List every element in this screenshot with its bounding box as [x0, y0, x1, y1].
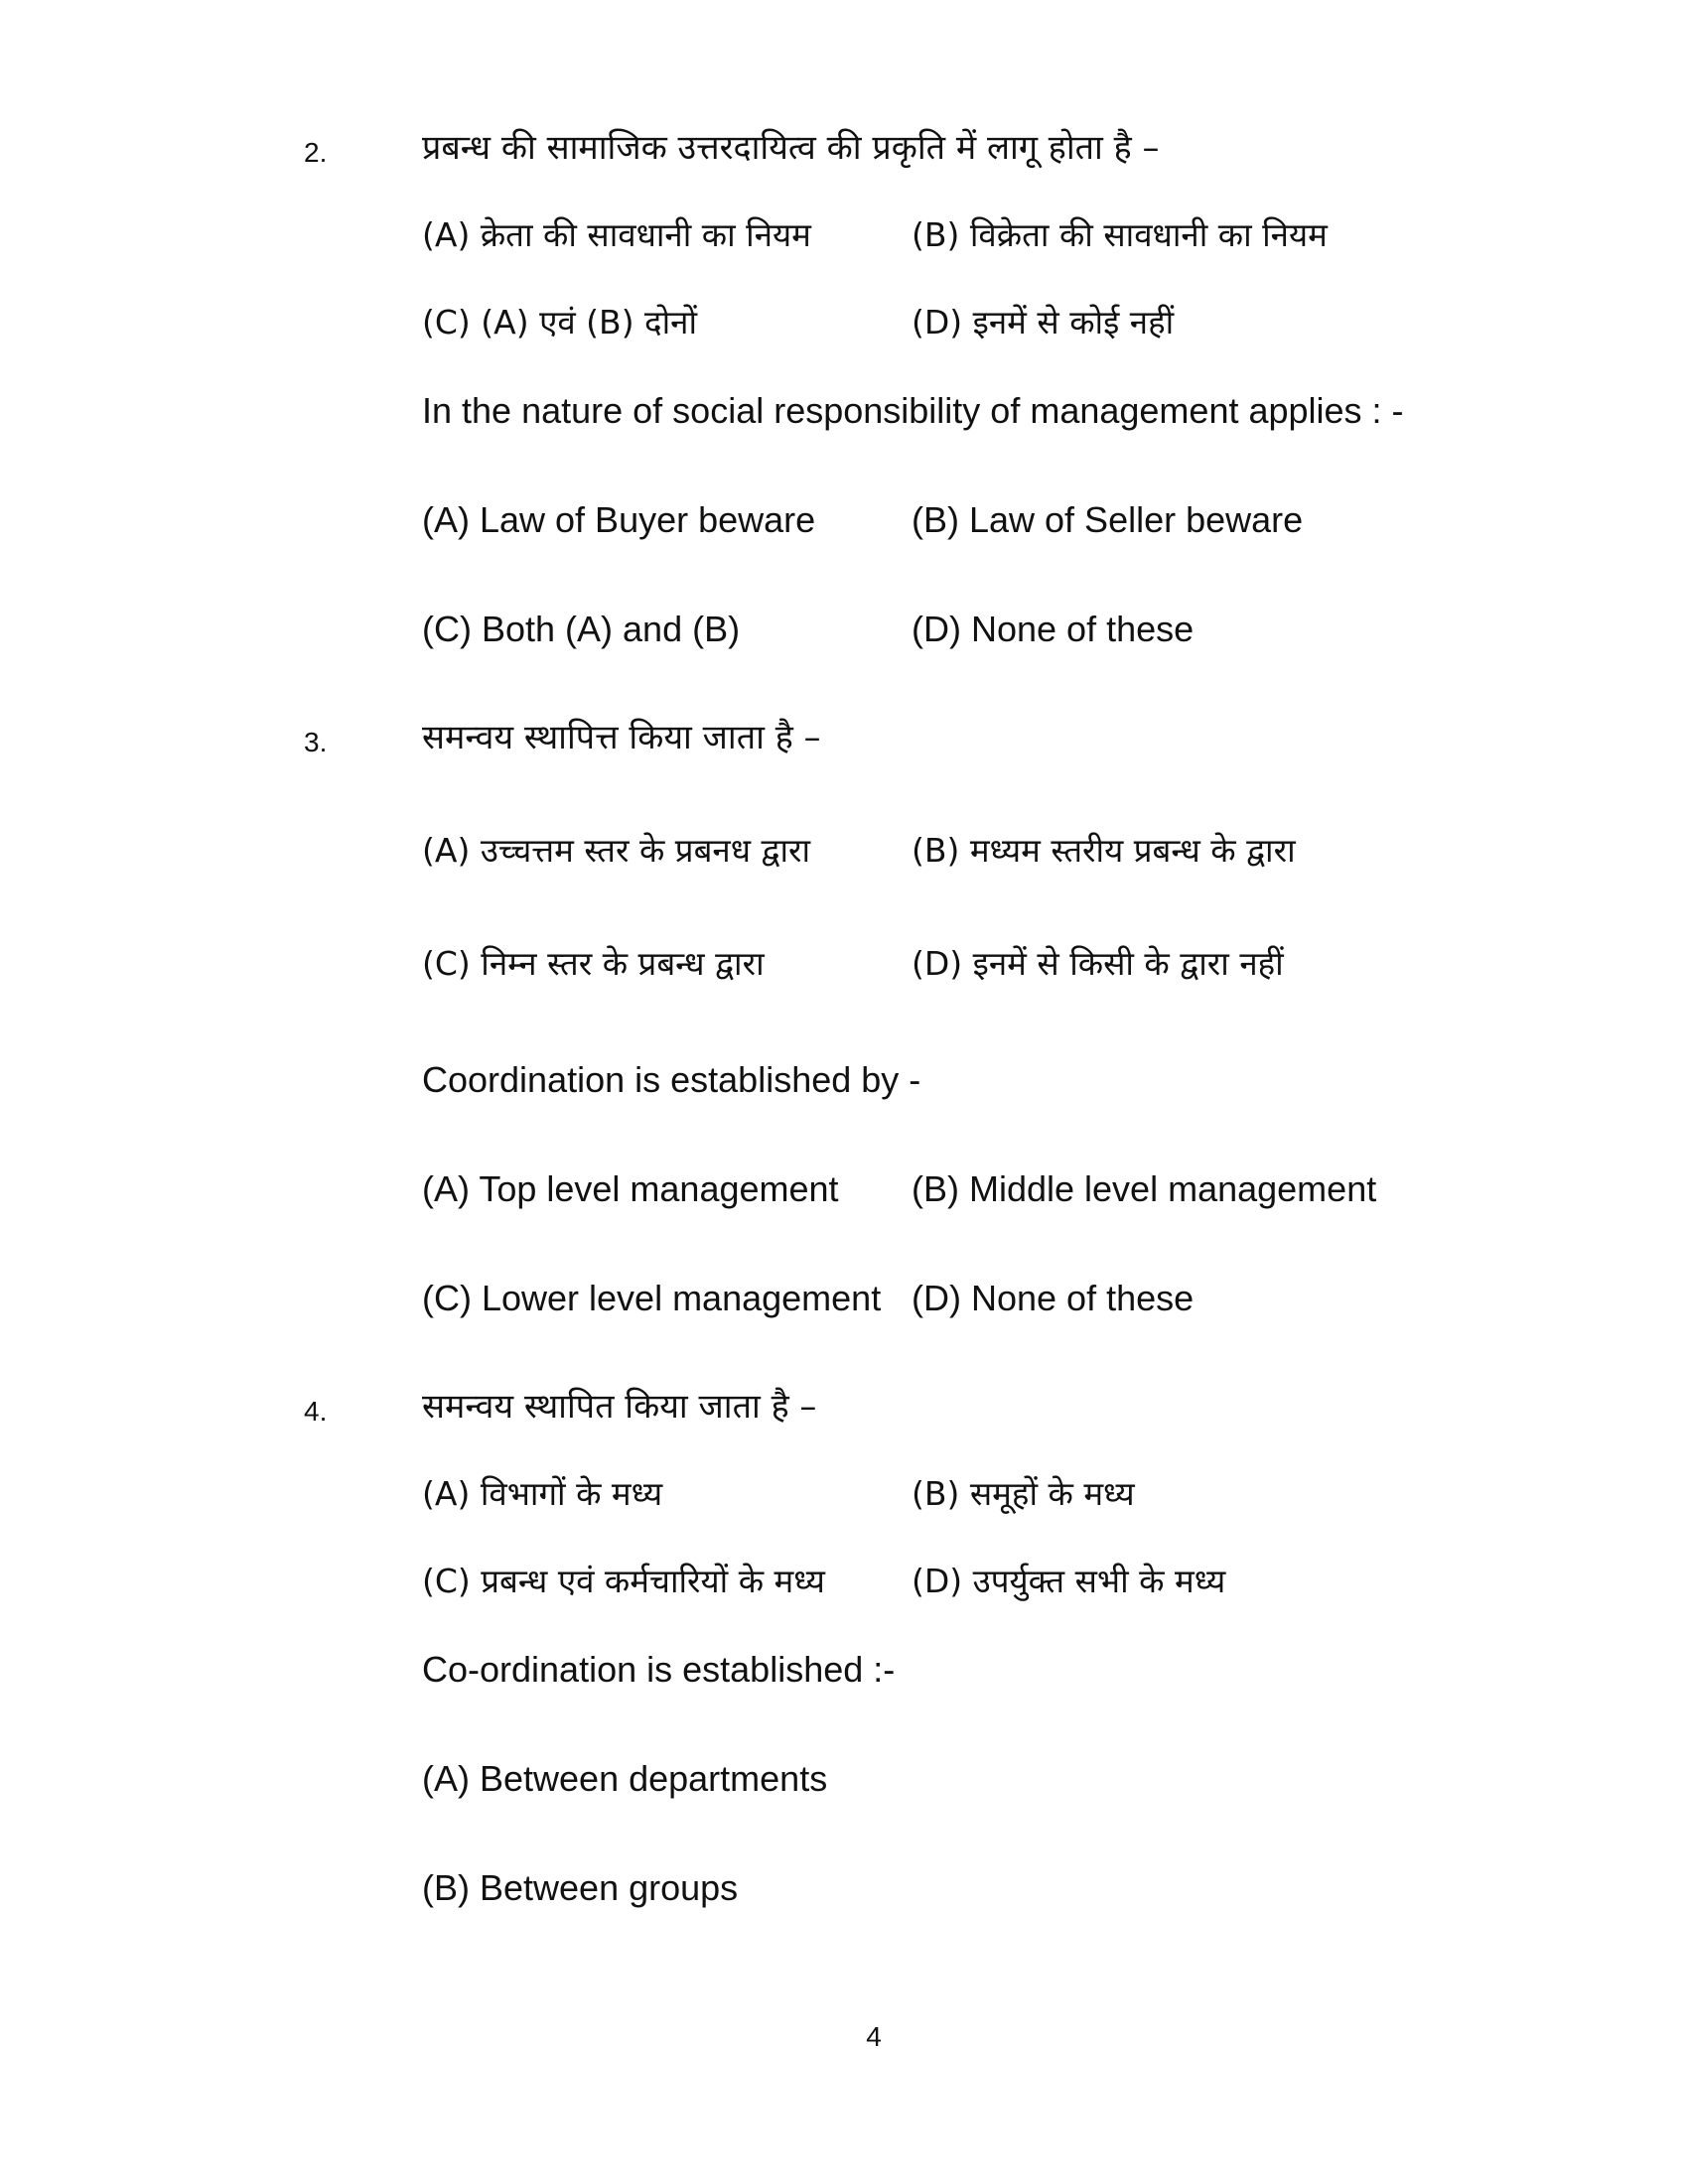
option-b-english: (B) Between groups: [422, 1867, 739, 1908]
option-b-hindi: (B) विक्रेता की सावधानी का नियम: [912, 215, 1328, 254]
option-c-english: (C) Both (A) and (B): [422, 609, 741, 649]
question-stem-hindi: प्रबन्ध की सामाजिक उत्तरदायित्व की प्रकृति में लागू होता है –: [422, 128, 1160, 168]
page-number: 4: [866, 2021, 882, 2052]
question-number: 2.: [304, 137, 328, 168]
option-c-english: (C) Lower level management: [422, 1278, 882, 1318]
option-b-hindi: (B) समूहों के मध्य: [912, 1474, 1135, 1513]
option-c-hindi: (C) (A) एवं (B) दोनों: [422, 303, 697, 341]
question-stem-hindi: समन्वय स्थापित्त किया जाता है –: [422, 718, 821, 757]
option-a-english: (A) Between departments: [422, 1758, 828, 1799]
option-c-hindi: (C) प्रबन्ध एवं कर्मचारियों के मध्य: [422, 1562, 825, 1600]
question-stem-english: In the nature of social responsibility of management applies : -: [422, 390, 1404, 431]
option-b-hindi: (B) मध्यम स्तरीय प्रबन्ध के द्वारा: [912, 831, 1296, 870]
option-d-hindi: (D) उपर्युक्त सभी के मध्य: [912, 1562, 1226, 1600]
question-stem-hindi: समन्वय स्थापित किया जाता है –: [422, 1387, 817, 1427]
option-d-english: (D) None of these: [912, 1278, 1195, 1318]
question-stem-english: Co-ordination is established :-: [422, 1649, 896, 1690]
option-a-hindi: (A) विभागों के मध्य: [422, 1474, 663, 1513]
option-b-english: (B) Law of Seller beware: [912, 499, 1304, 540]
option-d-english: (D) None of these: [912, 609, 1195, 649]
question-stem-english: Coordination is established by -: [422, 1059, 921, 1100]
option-d-hindi: (D) इनमें से कोई नहीं: [912, 303, 1175, 341]
question-number: 3.: [304, 727, 328, 757]
option-a-english: (A) Top level management: [422, 1168, 839, 1209]
option-b-english: (B) Middle level management: [912, 1168, 1377, 1209]
option-a-hindi: (A) क्रेता की सावधानी का नियम: [422, 215, 811, 254]
option-d-hindi: (D) इनमें से किसी के द्वारा नहीं: [912, 944, 1284, 983]
option-a-hindi: (A) उच्चत्तम स्तर के प्रबनध द्वारा: [422, 831, 811, 870]
question-number: 4.: [304, 1396, 328, 1427]
option-a-english: (A) Law of Buyer beware: [422, 499, 816, 540]
option-c-hindi: (C) निम्न स्तर के प्रबन्ध द्वारा: [422, 944, 765, 983]
